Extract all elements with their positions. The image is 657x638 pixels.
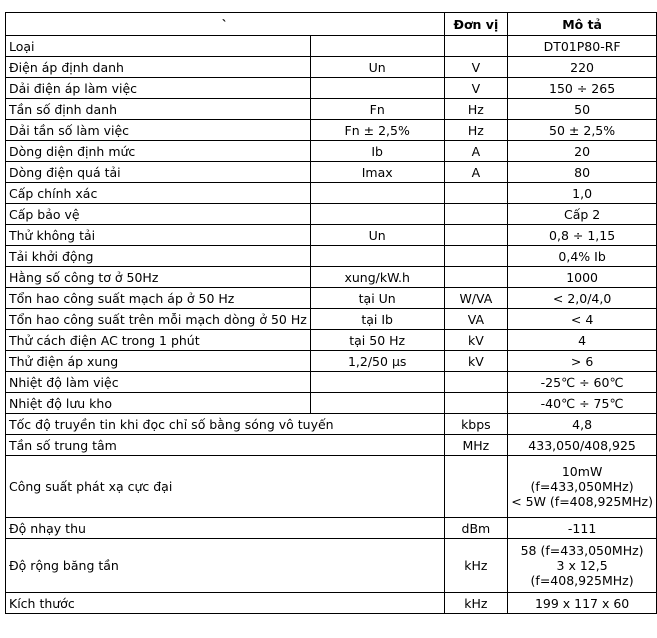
row-param: Tốc độ truyền tin khi đọc chỉ số bằng sóng vô tuyến <box>6 414 445 435</box>
row-unit: kbps <box>444 414 508 435</box>
table-header <box>6 13 657 36</box>
row-desc: 80 <box>508 162 657 183</box>
row-unit: MHz <box>444 435 508 456</box>
table-row <box>6 593 657 614</box>
row-unit: Hz <box>444 99 508 120</box>
row-unit: V <box>444 78 508 99</box>
row-param: Loại <box>6 36 311 57</box>
row-unit: kHz <box>444 539 508 593</box>
table-row <box>6 288 657 309</box>
row-symbol: xung/kW.h <box>310 267 444 288</box>
table-row <box>6 99 657 120</box>
row-symbol <box>310 204 444 225</box>
row-desc: -40℃ ÷ 75℃ <box>508 393 657 414</box>
row-desc: 1000 <box>508 267 657 288</box>
row-unit <box>444 183 508 204</box>
row-symbol: Fn ± 2,5% <box>310 120 444 141</box>
row-desc: 0,4% Ib <box>508 246 657 267</box>
table-row <box>6 78 657 99</box>
table-row <box>6 539 657 593</box>
desc-line: (f=408,925MHz) <box>530 573 634 588</box>
row-desc: 220 <box>508 57 657 78</box>
row-param: Công suất phát xạ cực đại <box>6 456 445 518</box>
row-unit: dBm <box>444 518 508 539</box>
row-param: Dải điện áp làm việc <box>6 78 311 99</box>
row-symbol: Un <box>310 57 444 78</box>
row-symbol: Un <box>310 225 444 246</box>
header-param: ` <box>6 13 445 36</box>
row-desc: Cấp 2 <box>508 204 657 225</box>
row-desc: < 4 <box>508 309 657 330</box>
header-unit: Đơn vị <box>444 13 508 36</box>
table-row <box>6 204 657 225</box>
row-unit: VA <box>444 309 508 330</box>
row-symbol <box>310 393 444 414</box>
row-desc: -111 <box>508 518 657 539</box>
row-desc <box>508 539 657 593</box>
row-param: Điện áp định danh <box>6 57 311 78</box>
table-row <box>6 330 657 351</box>
table-row <box>6 267 657 288</box>
table-row <box>6 120 657 141</box>
row-unit: kHz <box>444 593 508 614</box>
row-param: Nhiệt độ lưu kho <box>6 393 311 414</box>
main-rows <box>6 36 657 414</box>
spec-table <box>5 12 657 614</box>
row-desc: 4 <box>508 330 657 351</box>
row-unit <box>444 225 508 246</box>
desc-line: 58 (f=433,050MHz) <box>520 543 644 558</box>
table-row <box>6 435 657 456</box>
row-unit: Hz <box>444 120 508 141</box>
table-row <box>6 414 657 435</box>
row-param: Tổn hao công suất trên mỗi mạch dòng ở 50 Hz <box>6 309 311 330</box>
table-row <box>6 246 657 267</box>
row-param: Tần số trung tâm <box>6 435 445 456</box>
row-unit <box>444 393 508 414</box>
row-unit: A <box>444 141 508 162</box>
table-row <box>6 36 657 57</box>
row-param: Kích thước <box>6 593 445 614</box>
row-param: Tần số định danh <box>6 99 311 120</box>
row-param: Hằng số công tơ ở 50Hz <box>6 267 311 288</box>
table-row <box>6 518 657 539</box>
row-unit <box>444 456 508 518</box>
row-unit <box>444 246 508 267</box>
desc-line: 3 x 12,5 <box>556 558 608 573</box>
row-desc: 20 <box>508 141 657 162</box>
row-symbol: tại Ib <box>310 309 444 330</box>
row-param: Cấp chính xác <box>6 183 311 204</box>
row-symbol <box>310 246 444 267</box>
row-desc: -25℃ ÷ 60℃ <box>508 372 657 393</box>
table-row <box>6 57 657 78</box>
table-row <box>6 309 657 330</box>
desc-line: (f=433,050MHz) <box>530 479 634 494</box>
row-symbol: Imax <box>310 162 444 183</box>
row-unit: W/VA <box>444 288 508 309</box>
row-param: Cấp bảo vệ <box>6 204 311 225</box>
row-param: Dòng diện định mức <box>6 141 311 162</box>
row-desc: 50 ± 2,5% <box>508 120 657 141</box>
desc-line: < 5W (f=408,925MHz) <box>511 494 653 509</box>
row-param: Thử điện áp xung <box>6 351 311 372</box>
row-param: Độ nhạy thu <box>6 518 445 539</box>
row-unit <box>444 267 508 288</box>
row-desc: < 2,0/4,0 <box>508 288 657 309</box>
table-row <box>6 141 657 162</box>
row-desc: 1,0 <box>508 183 657 204</box>
row-desc: 0,8 ÷ 1,15 <box>508 225 657 246</box>
row-desc: > 6 <box>508 351 657 372</box>
row-desc: 433,050/408,925 <box>508 435 657 456</box>
row-symbol: Fn <box>310 99 444 120</box>
row-symbol <box>310 78 444 99</box>
row-param: Dòng điện quá tải <box>6 162 311 183</box>
row-desc: 199 x 117 x 60 <box>508 593 657 614</box>
row-desc: DT01P80-RF <box>508 36 657 57</box>
row-param: Nhiệt độ làm việc <box>6 372 311 393</box>
table-row <box>6 183 657 204</box>
row-param: Tổn hao công suất mạch áp ở 50 Hz <box>6 288 311 309</box>
desc-line: 10mW <box>561 464 603 479</box>
row-desc: 50 <box>508 99 657 120</box>
row-desc: 150 ÷ 265 <box>508 78 657 99</box>
row-desc: 4,8 <box>508 414 657 435</box>
table-row <box>6 225 657 246</box>
row-desc <box>508 456 657 518</box>
row-param: Tải khởi động <box>6 246 311 267</box>
row-unit <box>444 204 508 225</box>
row-symbol: tại Un <box>310 288 444 309</box>
row-symbol: Ib <box>310 141 444 162</box>
row-unit <box>444 36 508 57</box>
table-row <box>6 351 657 372</box>
row-symbol <box>310 36 444 57</box>
row-symbol: 1,2/50 µs <box>310 351 444 372</box>
row-unit: V <box>444 57 508 78</box>
row-unit: kV <box>444 330 508 351</box>
table-row <box>6 372 657 393</box>
row-unit: kV <box>444 351 508 372</box>
row-param: Thử cách điện AC trong 1 phút <box>6 330 311 351</box>
row-param: Thử không tải <box>6 225 311 246</box>
row-symbol <box>310 183 444 204</box>
row-symbol <box>310 372 444 393</box>
row-unit <box>444 372 508 393</box>
header-desc: Mô tả <box>508 13 657 36</box>
row-symbol: tại 50 Hz <box>310 330 444 351</box>
row-unit: A <box>444 162 508 183</box>
row-param: Độ rộng băng tần <box>6 539 445 593</box>
table-row <box>6 456 657 518</box>
row-param: Dải tần số làm việc <box>6 120 311 141</box>
table-row <box>6 162 657 183</box>
table-row <box>6 393 657 414</box>
